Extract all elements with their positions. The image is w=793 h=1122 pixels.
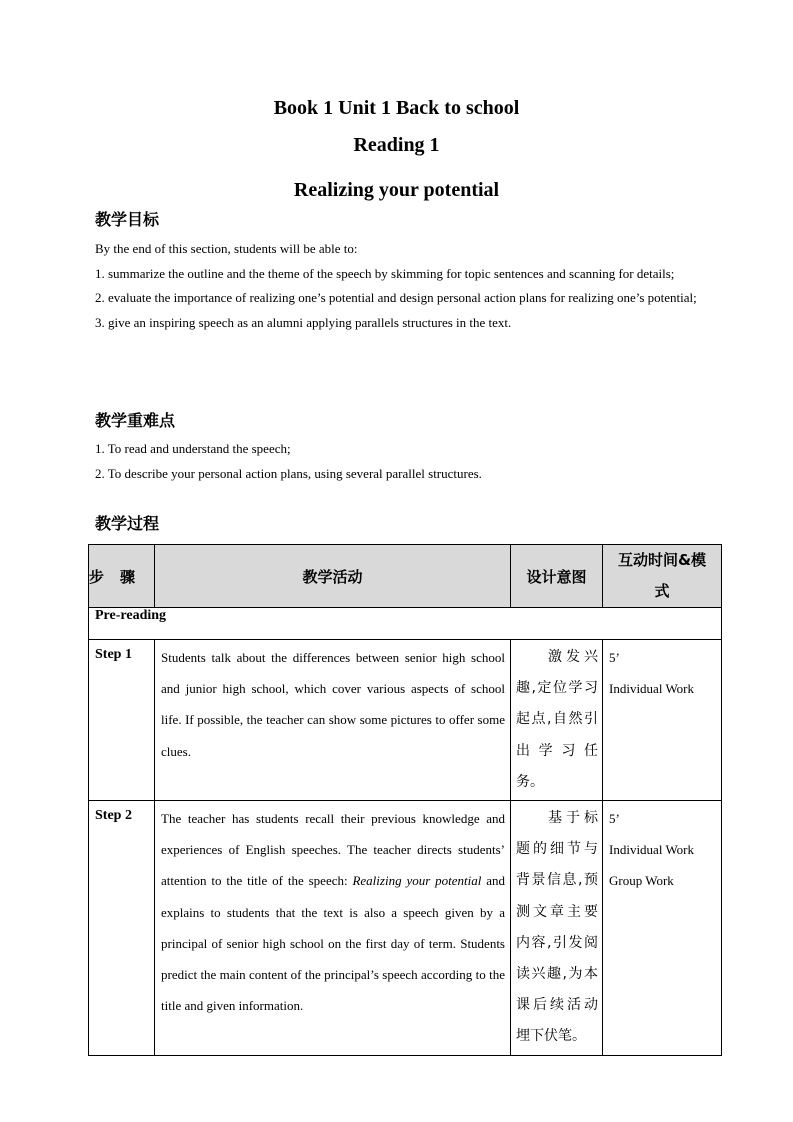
phase-label: Pre-reading [89, 608, 722, 640]
table-header-row [89, 545, 722, 608]
key-point-item: 1. To read and understand the speech; [95, 441, 291, 456]
document-title: Book 1 Unit 1 Back to school [273, 97, 520, 119]
objective-item: 1. summarize the outline and the theme of the speech by skimming for topic sentences and scanning for details; [95, 265, 675, 281]
header-intent: 设计意图 [511, 545, 603, 608]
header-time-line2: 式 [654, 582, 670, 600]
phase-row [89, 608, 722, 640]
time-value: 5’ [609, 650, 620, 665]
header-time-line1: 互动时间&模 [617, 551, 707, 569]
activity-text: The teacher has students recall their previous knowledge and experiences of English speeches. The teacher directs students’ attention to the title of the speech: [161, 811, 505, 889]
mode-item: Group Work [609, 873, 674, 889]
objectives-list [95, 237, 702, 335]
step-label: Step 2 [89, 801, 155, 1056]
time-mode-cell [603, 640, 722, 801]
objectives-intro: By the end of this section, students will be able to: [95, 241, 358, 256]
table-row [89, 640, 722, 801]
time-value: 5’ [609, 811, 620, 827]
intent-cell [511, 640, 603, 801]
process-heading: 教学过程 [95, 514, 160, 533]
activity-cell: Students talk about the differences between senior high school and junior high school, which cover various aspects of school life. If possible, the teacher can show some pictures to offer some clues. [155, 640, 511, 801]
lesson-title: Realizing your potential [293, 179, 500, 201]
header-step-char-2: 骤 [120, 567, 136, 586]
intent-cell [511, 801, 603, 1056]
objective-item: 3. give an inspiring speech as an alumni applying parallels structures in the text. [95, 314, 512, 330]
objective-item: 2. evaluate the importance of realizing one’s potential and design personal action plans for realizing one’s potential; [95, 290, 697, 305]
activity-cell [155, 801, 511, 1056]
key-points-heading: 教学重难点 [95, 411, 176, 430]
table-row [89, 801, 722, 1056]
activity-title-italic: Realizing your potential [352, 873, 482, 889]
intent-text: 激发兴趣,定位学习起点,自然引出学习任务。 [516, 649, 598, 790]
step-label: Step 1 [89, 640, 155, 801]
header-step-char-1: 步 [89, 567, 105, 586]
document-subtitle: Reading 1 [353, 134, 440, 156]
time-mode-cell [603, 801, 722, 1056]
header-time-mode [603, 545, 722, 608]
intent-text: 基于标题的细节与背景信息,预测文章主要内容,引发阅读兴趣,为本课后续活动埋下伏笔。 [516, 810, 598, 1045]
activity-text: and explains to students that the text is also a speech given by a principal of senior high school on the first day of term. Students predict the main content of the principal’s speech according to the title and given information. [161, 873, 505, 1014]
mode-item: Individual Work [609, 842, 695, 858]
mode-item: Individual Work [609, 681, 695, 697]
header-activity: 教学活动 [155, 545, 511, 608]
objectives-heading: 教学目标 [95, 210, 160, 229]
header-step [89, 545, 155, 608]
key-point-item: 2. To describe your personal action plans, using several parallel structures. [95, 465, 482, 481]
lesson-process-table [88, 544, 722, 1056]
key-points-list [95, 437, 702, 486]
